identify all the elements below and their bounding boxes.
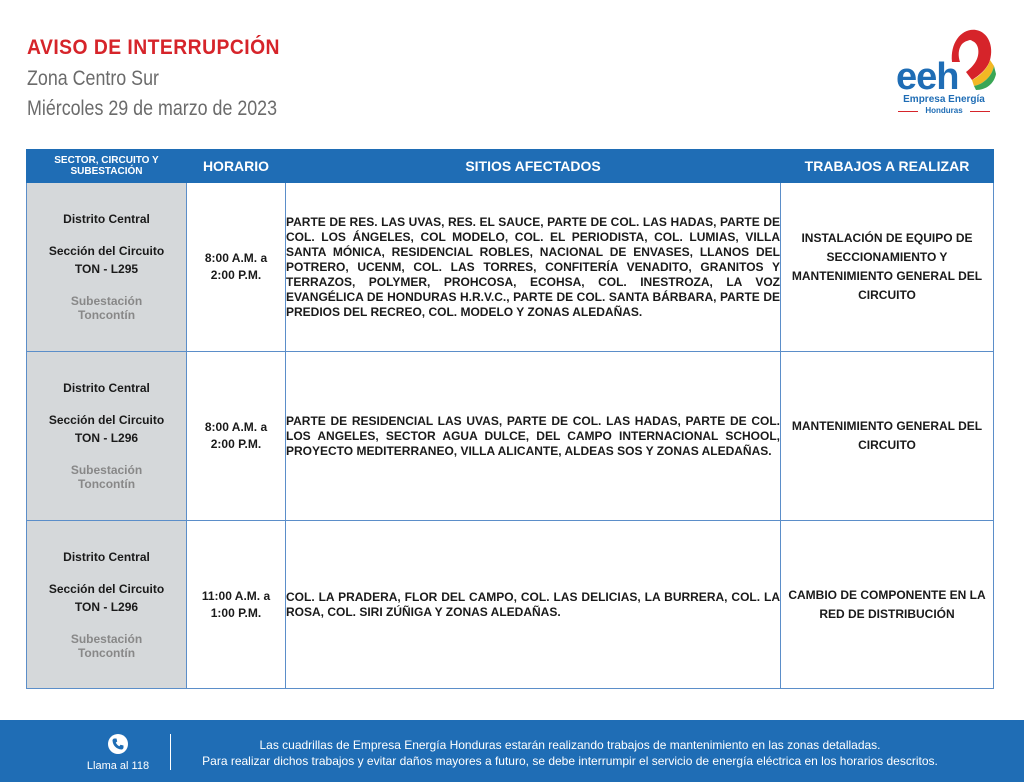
hours-cell xyxy=(187,183,286,352)
header-sector: SECTOR, CIRCUITO Y SUBESTACIÓN xyxy=(27,150,187,183)
hours-start: 8:00 A.M. a xyxy=(204,420,268,434)
notice-date: Miércoles 29 de marzo de 2023 xyxy=(27,97,278,120)
sector-cell xyxy=(27,183,187,352)
substation-name: Toncontín xyxy=(77,308,136,322)
footer-bar xyxy=(0,720,1024,782)
logo-wordmark: eeh xyxy=(896,56,959,98)
footer-line-2: Para realizar dichos trabajos y evitar daños mayores a futuro, se debe interrumpir el servicio de energía eléctrica en los horarios descritos. xyxy=(202,754,938,768)
section-label: Sección del Circuito xyxy=(48,581,165,596)
header-sites: SITIOS AFECTADOS xyxy=(286,150,781,183)
works-cell: MANTENIMIENTO GENERAL DEL CIRCUITO xyxy=(781,352,994,521)
table-row xyxy=(27,521,994,689)
table-row xyxy=(27,183,994,352)
sector-cell xyxy=(27,352,187,521)
substation-label: Subestación xyxy=(70,294,143,308)
circuit-id: TON - L295 xyxy=(74,262,139,276)
table-header-row xyxy=(27,150,994,183)
substation-label: Subestación xyxy=(70,463,143,477)
sites-cell: PARTE DE RES. LAS UVAS, RES. EL SAUCE, PARTE DE COL. LAS HADAS, PARTE DE COL. LOS ÁNGELES, COL MODELO, COL. EL PERIODISTA, COL. LUMIAS, VILLA SANTA MÓNICA, RESIDENCIAL ROBLES, NACIONAL DE ENVASES, LLANOS DEL POTRERO, UCENM, COL. LAS TORRES, CONFITERÍA VENADITO, GRANITOS Y TERRAZOS, POLYMER, PROHCOSA, ECOHSA, COL. INESTROZA, LA VOZ EVANGÉLICA DE HONDURAS H.R.V.C., PARTE DE COL. SANTA BÁRBARA, PARTE DE PREDIOS DEL RECREO, COL. MODELO Y ZONAS ALEDAÑAS. xyxy=(286,183,781,352)
header-works: TRABAJOS A REALIZAR xyxy=(781,150,994,183)
hours-end: 2:00 P.M. xyxy=(210,437,262,451)
sector-cell xyxy=(27,521,187,689)
hours-cell xyxy=(187,352,286,521)
logo-country: Honduras xyxy=(925,106,963,115)
district-label: Distrito Central xyxy=(63,212,150,226)
hours-start: 11:00 A.M. a xyxy=(201,588,271,603)
logo-company-name: Empresa Energía xyxy=(903,94,985,105)
substation-name: Toncontín xyxy=(77,645,136,660)
district-label: Distrito Central xyxy=(63,381,150,395)
phone-icon[interactable] xyxy=(108,734,128,754)
zone-subtitle: Zona Centro Sur xyxy=(27,67,159,90)
works-cell: INSTALACIÓN DE EQUIPO DE SECCIONAMIENTO Y MANTENIMIENTO GENERAL DEL CIRCUITO xyxy=(781,183,994,352)
district-label: Distrito Central xyxy=(63,549,150,564)
notice-title: AVISO DE INTERRUPCIÓN xyxy=(27,36,280,59)
table-row xyxy=(27,352,994,521)
works-cell: CAMBIO DE COMPONENTE EN LA RED DE DISTRIBUCIÓN xyxy=(781,521,994,689)
hours-end: 2:00 P.M. xyxy=(210,268,262,282)
section-label: Sección del Circuito xyxy=(48,244,165,258)
footer-divider xyxy=(170,734,171,770)
outage-table xyxy=(26,149,994,689)
logo-divider-right xyxy=(970,111,990,112)
call-118-label[interactable]: Llama al 118 xyxy=(86,760,150,772)
substation-label: Subestación xyxy=(70,631,143,646)
header-hours: HORARIO xyxy=(187,150,286,183)
section-label: Sección del Circuito xyxy=(48,413,165,427)
sites-cell: COL. LA PRADERA, FLOR DEL CAMPO, COL. LAS DELICIAS, LA BURRERA, COL. LA ROSA, COL. SIRI ZÚÑIGA Y ZONAS ALEDAÑAS. xyxy=(286,521,781,689)
footer-line-1: Las cuadrillas de Empresa Energía Honduras estarán realizando trabajos de mantenimiento en las zonas detalladas. xyxy=(259,738,881,752)
substation-name: Toncontín xyxy=(77,477,136,491)
hours-start: 8:00 A.M. a xyxy=(204,251,268,265)
hours-end: 1:00 P.M. xyxy=(210,605,262,620)
hours-cell xyxy=(187,521,286,689)
sites-cell: PARTE DE RESIDENCIAL LAS UVAS, PARTE DE COL. LAS HADAS, PARTE DE COL. LOS ANGELES, SECTOR AGUA DULCE, DEL CAMPO INTERNACIONAL SCHOOL, PROYECTO MEDITERRANEO, VILLA ALICANTE, ALDEAS SOS Y ZONAS ALEDAÑAS. xyxy=(286,352,781,521)
footer-message xyxy=(175,737,965,769)
circuit-id: TON - L296 xyxy=(74,431,139,445)
circuit-id: TON - L296 xyxy=(74,599,139,614)
